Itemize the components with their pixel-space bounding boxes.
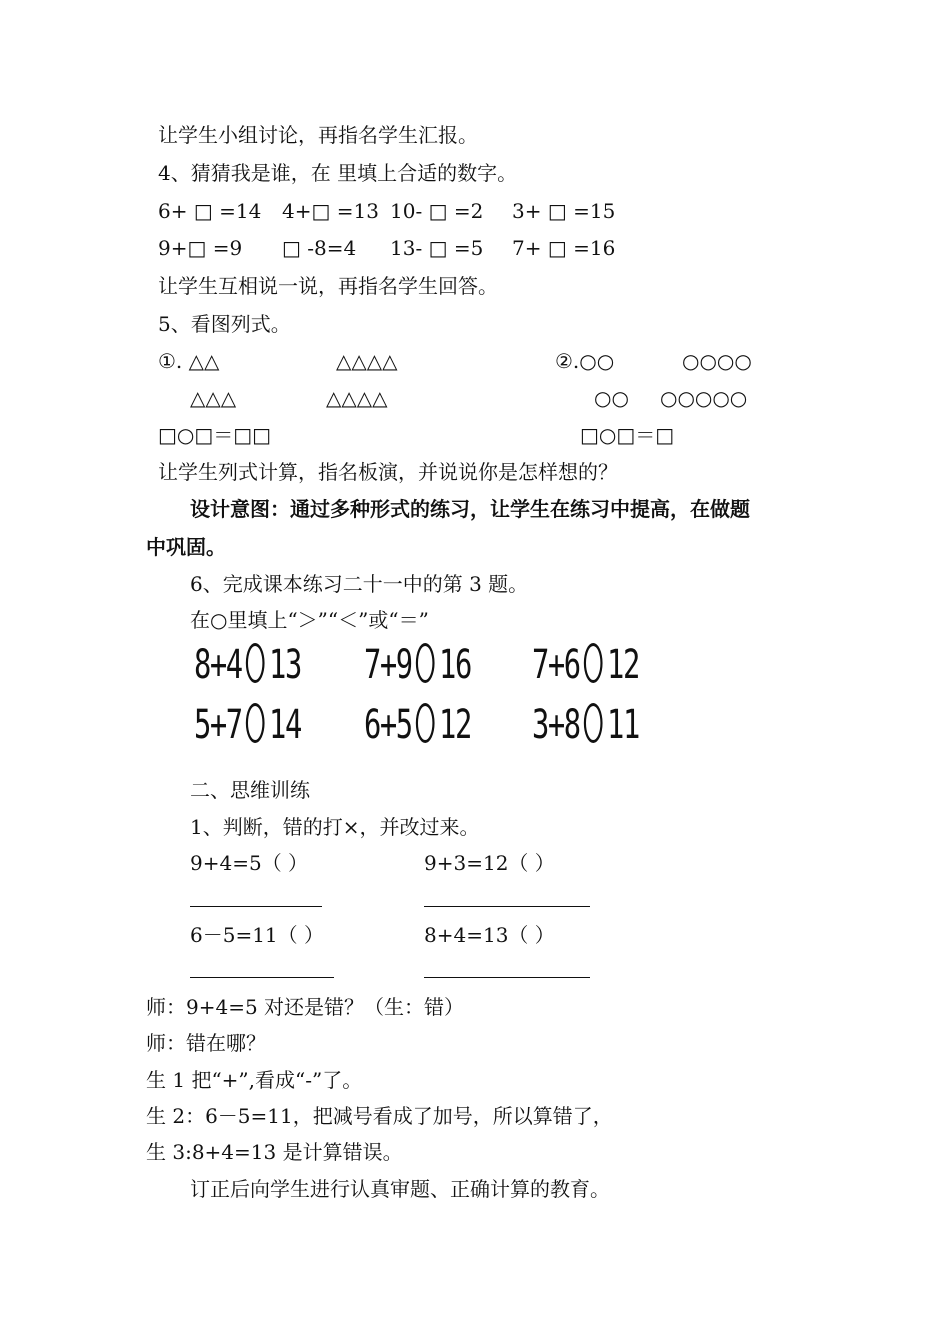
circle-blank-icon [246,703,265,743]
text-line: 让学生小组讨论，再指名学生汇报。 [158,123,478,147]
equation: □ -8=4 [282,236,357,260]
answer-line [190,906,322,907]
judge-item: 9+4=5（ ） [190,851,309,875]
dialogue-line: 生 2：6－5=11，把减号看成了加号，所以算错了， [146,1104,613,1128]
answer-line [424,906,590,907]
exercise-6-title: 6、完成课本练习二十一中的第 3 题。 [190,572,529,596]
answer-line [190,977,334,978]
equation: 3+ □ =15 [512,199,616,223]
figure-row: ○○ [594,386,629,410]
comparison-item: 8+4 13 [194,642,301,688]
judge-item: 8+4=13（ ） [424,923,555,947]
figure-row: △△△ [190,386,237,410]
equation: 6+ □ =14 [158,199,262,223]
design-intent: 设计意图：通过多种形式的练习，让学生在练习中提高，在做题 [190,497,750,521]
equation: 9+□ =9 [158,236,243,260]
comparison-item: 3+8 11 [532,702,639,748]
circle-blank-icon [584,643,603,683]
dialogue-line: 师：9+4=5 对还是错？（生：错） [146,995,465,1019]
instruction: 在○里填上“＞”“＜”或“＝” [190,608,429,632]
comparison-image [188,640,668,756]
text-line: 让学生互相说一说，再指名学生回答。 [158,274,498,298]
dialogue-line: 生 3:8+4=13 是计算错误。 [146,1140,403,1164]
equation: 7+ □ =16 [512,236,616,260]
judge-item: 6－5=11（ ） [190,923,325,947]
figure-row: ①. △△ [158,349,220,373]
circle-blank-icon [416,703,435,743]
equation: 13- □ =5 [390,236,484,260]
answer-template: □○□＝□ [580,423,675,447]
text-line: 让学生列式计算，指名板演，并说说你是怎样想的？ [158,460,618,484]
judge-item: 9+3=12（ ） [424,851,555,875]
equation: 10- □ =2 [390,199,484,223]
comparison-item: 6+5 12 [364,702,471,748]
exercise-judge-title: 1、判断，错的打×，并改过来。 [190,815,480,839]
figure-row: △△△△ [326,386,388,410]
figure-row: ○○○○○ [660,386,748,410]
circle-blank-icon [584,703,603,743]
exercise-4-title: 4、猜猜我是谁，在 里填上合适的数字。 [158,161,518,185]
equation: 4+□ =13 [282,199,379,223]
dialogue-line: 师：错在哪？ [146,1031,266,1055]
figure-row: △△△△ [336,349,398,373]
answer-template: □○□＝□□ [158,423,272,447]
text-line: 订正后向学生进行认真审题、正确计算的教育。 [190,1177,610,1201]
comparison-item: 7+6 12 [532,642,639,688]
circle-blank-icon [416,643,435,683]
dialogue-line: 生 1 把“+”,看成“-”了。 [146,1068,363,1092]
circle-blank-icon [246,643,265,683]
figure-row: ○○○○ [682,349,752,373]
design-intent-cont: 中巩固。 [146,535,226,559]
figure-row: ②.○○ [555,349,615,373]
exercise-5-title: 5、看图列式。 [158,312,291,336]
comparison-item: 7+9 16 [364,642,471,688]
comparison-item: 5+7 14 [194,702,301,748]
section-title: 二、思维训练 [190,778,310,802]
answer-line [424,977,590,978]
